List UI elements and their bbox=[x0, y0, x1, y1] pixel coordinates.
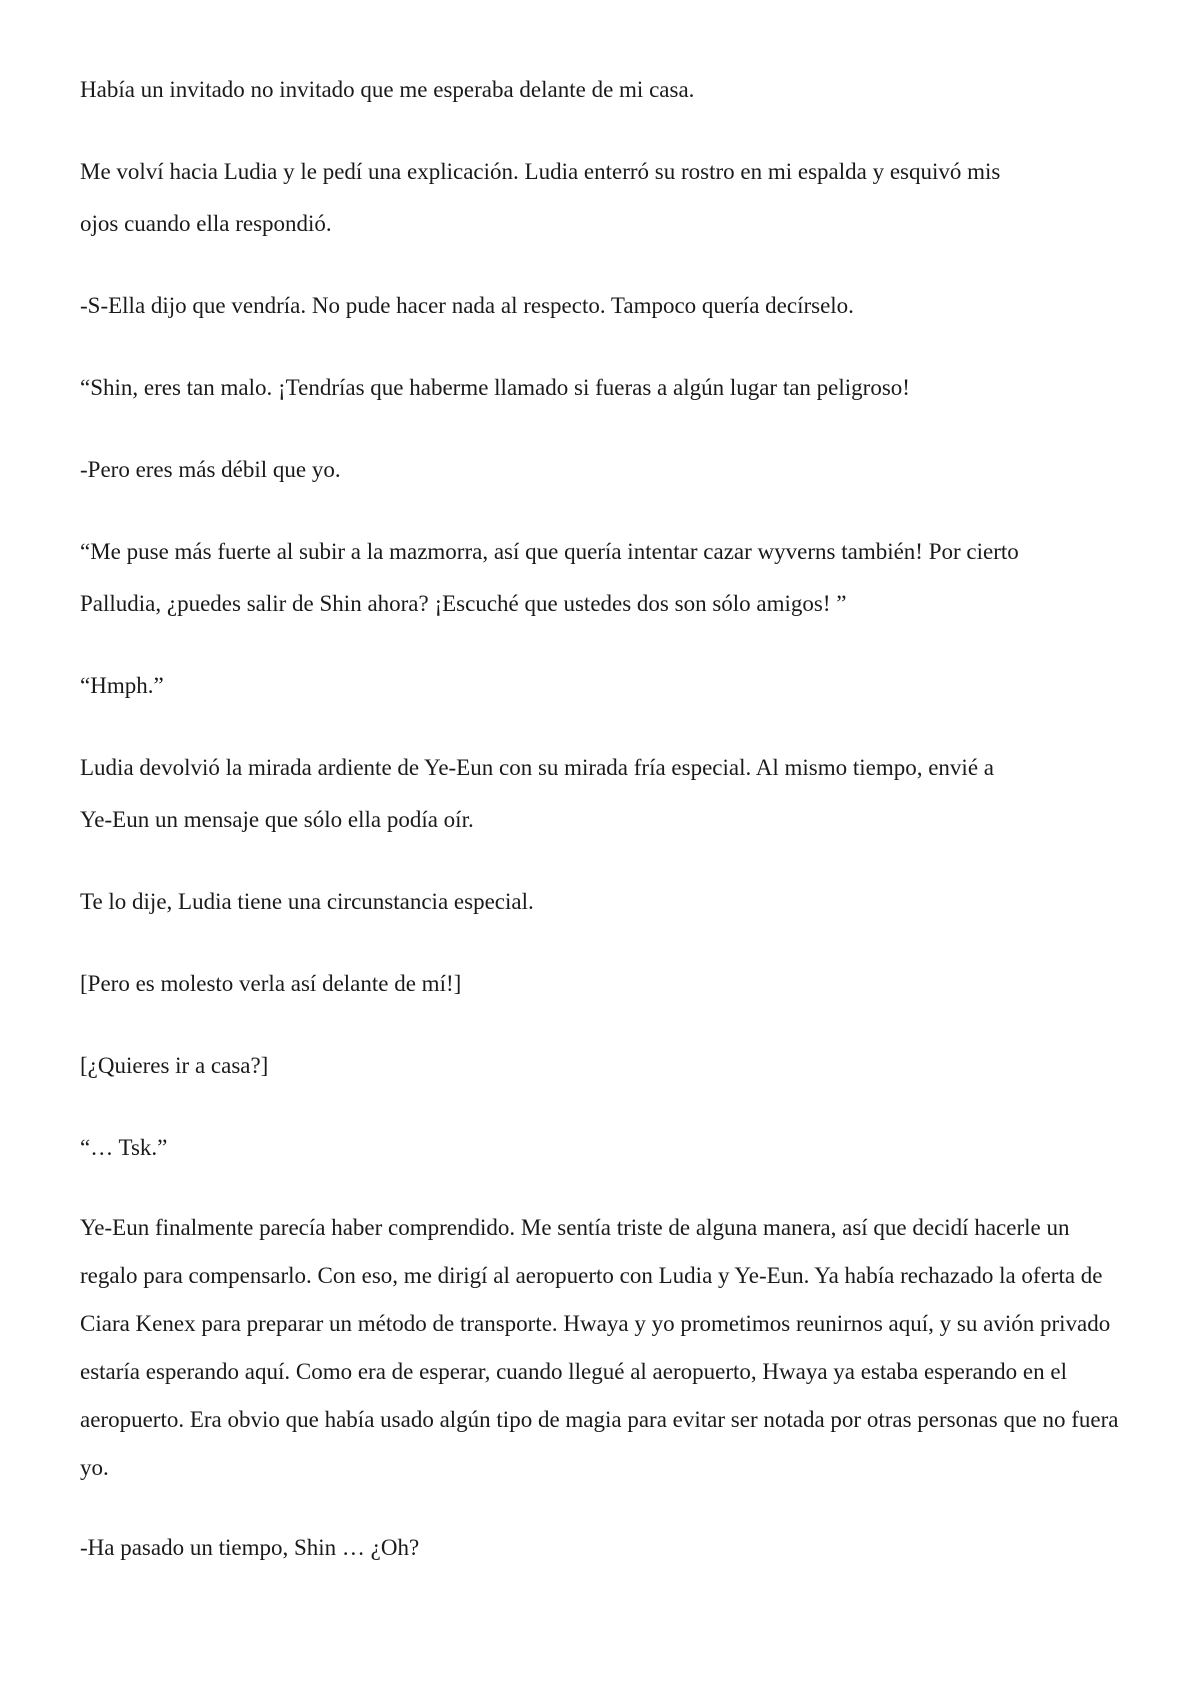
paragraph-9: Te lo dije, Ludia tiene una circunstancia especial. bbox=[80, 889, 534, 914]
paragraph-8: Ludia devolvió la mirada ardiente de Ye-Eun con su mirada fría especial. Al mismo tiempo, envié a Ye-Eun un mensaje que sólo ella podía oír. bbox=[80, 755, 994, 832]
paragraph-4: “Shin, eres tan malo. ¡Tendrías que haberme llamado si fueras a algún lugar tan peligroso! bbox=[80, 375, 910, 400]
paragraph-5: -Pero eres más débil que yo. bbox=[80, 457, 341, 482]
paragraph-6: “Me puse más fuerte al subir a la mazmorra, así que quería intentar cazar wyverns también! Por cierto Palludia, ¿puedes salir de Shin ahora? ¡Escuché que ustedes dos son sólo amigos! ” bbox=[80, 539, 1019, 616]
paragraph-14: -Ha pasado un tiempo, Shin … ¿Oh? bbox=[80, 1535, 420, 1560]
paragraph-11: [¿Quieres ir a casa?] bbox=[80, 1053, 269, 1078]
paragraph-13: Ye-Eun finalmente parecía haber comprendido. Me sentía triste de alguna manera, así que decidí hacerle un regalo para compensarlo. Con eso, me dirigí al aeropuerto con Ludia y Ye-Eun. Ya había rechazado la oferta de Ciara Kenex para preparar un método de transporte. Hwaya y yo prometimos reunirnos aquí, y su avión privado estaría esperando aquí. Como era de esperar, cuando llegué al aeropuerto, Hwaya ya estaba esperando en el aeropuerto. Era obvio que había usado algún tipo de magia para evitar ser notada por otras personas que no fuera yo. bbox=[80, 1215, 1119, 1480]
paragraph-2: Me volví hacia Ludia y le pedí una explicación. Ludia enterró su rostro en mi espalda y esquivó mis ojos cuando ella respondió. bbox=[80, 159, 1001, 236]
paragraph-3: -S-Ella dijo que vendría. No pude hacer nada al respecto. Tampoco quería decírselo. bbox=[80, 293, 854, 318]
paragraph-12: “… Tsk.” bbox=[80, 1135, 168, 1160]
paragraph-7: “Hmph.” bbox=[80, 673, 164, 698]
document-page bbox=[80, 64, 1120, 1604]
paragraph-10: [Pero es molesto verla así delante de mí!] bbox=[80, 971, 462, 996]
paragraph-1: Había un invitado no invitado que me esperaba delante de mi casa. bbox=[80, 77, 695, 102]
